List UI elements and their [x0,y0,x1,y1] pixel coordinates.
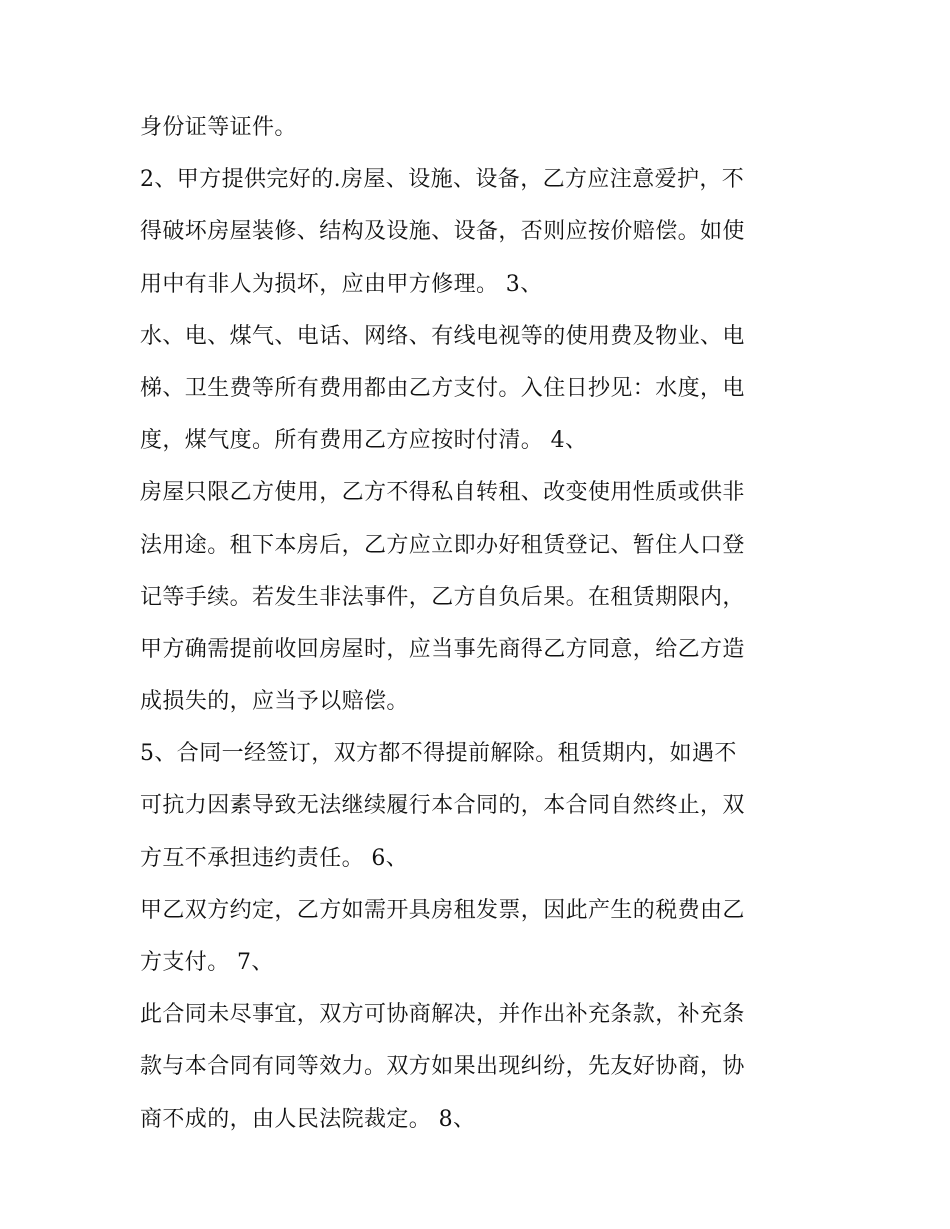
text-line: 身份证等证件。 [140,115,297,140]
text-line: 梯、卫生费等所有费用都由乙方支付。入住日抄见：水度，电 [140,375,745,401]
text-line: 房屋只限乙方使用，乙方不得私自转租、改变使用性质或供非 [140,480,745,506]
text-line: 方支付。 7、 [140,950,274,975]
text-line: 水、电、煤气、电话、网络、有线电视等的使用费及物业、电 [140,323,745,349]
text-line: 可抗力因素导致无法继续履行本合同的，本合同自然终止，双 [140,793,745,819]
text-line: 得破坏房屋装修、结构及设施、设备，否则应按价赔偿。如使 [140,219,745,245]
text-line: 甲乙双方约定，乙方如需开具房租发票，因此产生的税费由乙 [140,897,745,923]
text-line: 款与本合同有同等效力。双方如果出现纠纷，先友好协商，协 [140,1054,745,1080]
text-line: 商不成的，由人民法院裁定。 8、 [140,1106,476,1132]
text-line: 甲方确需提前收回房屋时，应当事先商得乙方同意，给乙方造 [140,636,745,662]
text-line: 方互不承担违约责任。 6、 [140,845,409,871]
text-line: 记等手续。若发生非法事件，乙方自负后果。在租赁期限内， [140,584,745,610]
text-line: 成损失的，应当予以赔偿。 [140,689,409,715]
contract-text [140,108,820,1152]
text-line: 法用途。租下本房后，乙方应立即办好租赁登记、暂住人口登 [140,532,745,558]
text-line: 2、甲方提供完好的.房屋、设施、设备，乙方应注意爱护，不 [140,167,745,193]
text-line: 5、合同一经签订，双方都不得提前解除。租赁期内，如遇不 [140,741,737,767]
text-line: 用中有非人为损坏，应由甲方修理。 3、 [140,271,543,297]
text-line: 度，煤气度。所有费用乙方应按时付清。 4、 [140,428,588,454]
text-line: 此合同未尽事宜，双方可协商解决，并作出补充条款，补充条 [140,1002,745,1028]
